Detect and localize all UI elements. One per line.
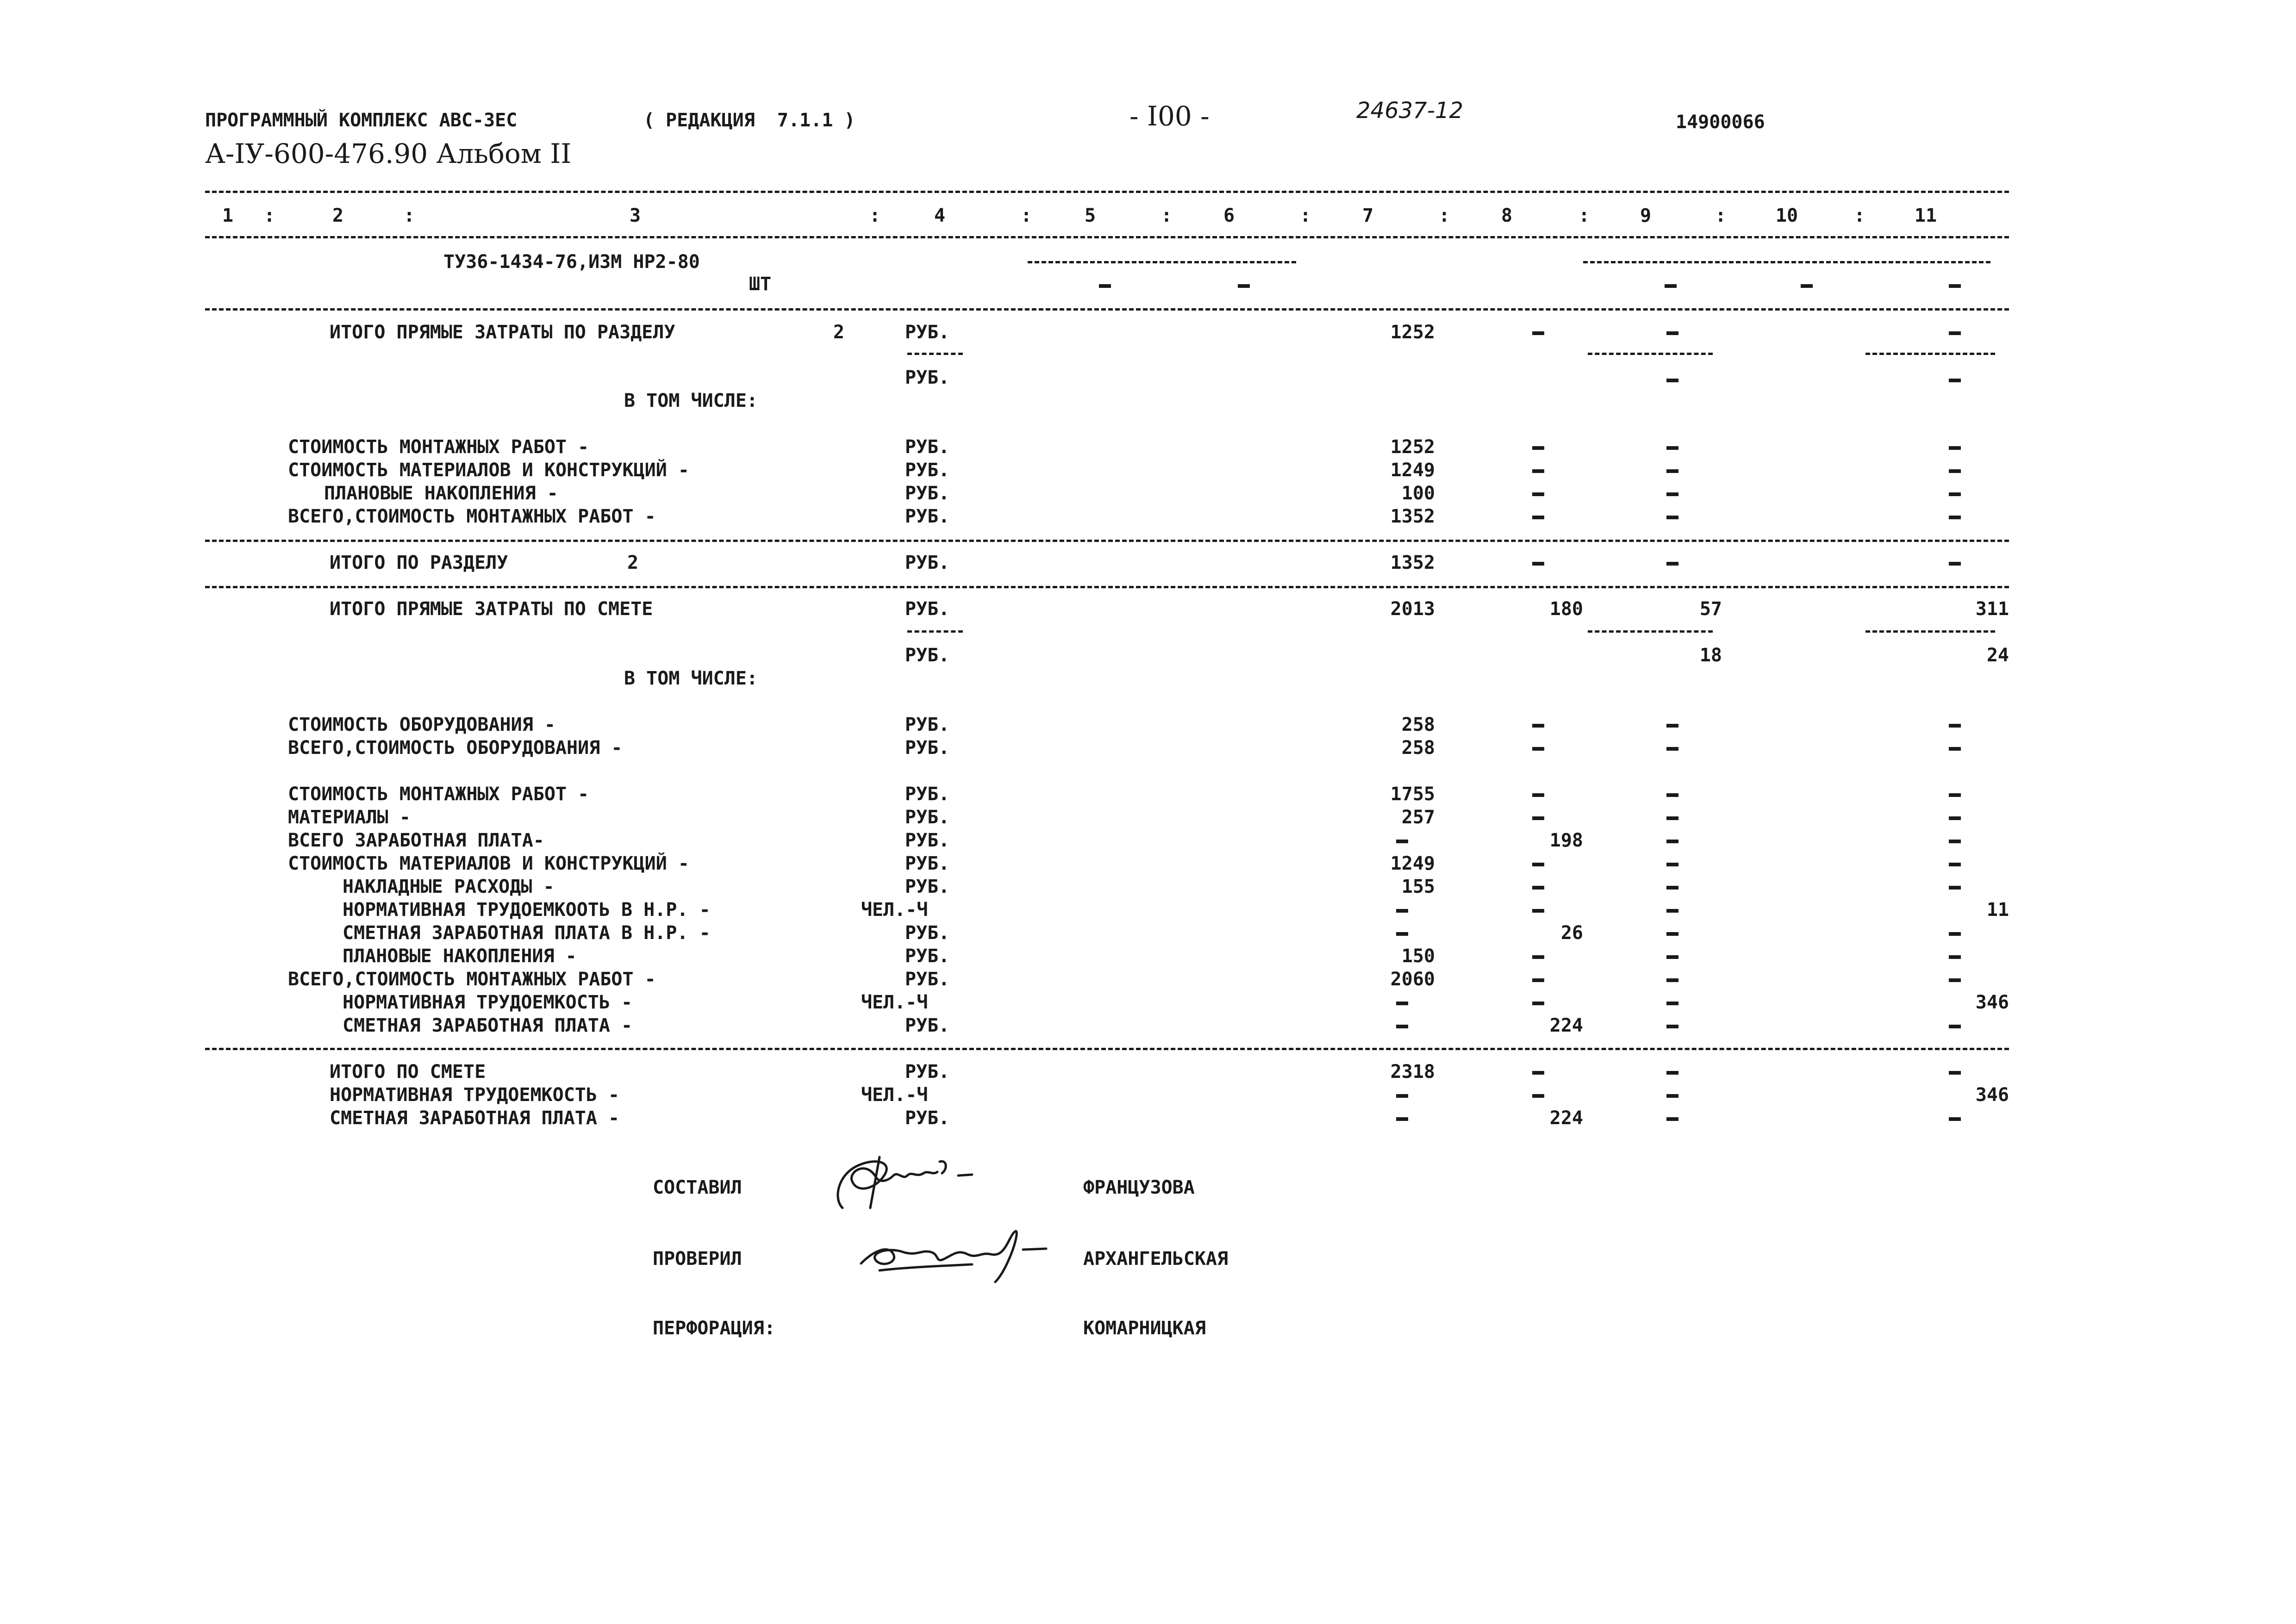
value-col7: 100 — [1401, 483, 1435, 504]
empty-value-dash — [1666, 492, 1678, 496]
row-label: ВСЕГО,СТОИМОСТЬ ОБОРУДОВАНИЯ - — [288, 737, 623, 759]
empty-value-dash — [1666, 816, 1678, 820]
perforation-name: КОМАРНИЦКАЯ — [1083, 1318, 1206, 1339]
album-title: А-IУ-600-476.90 Альбом II — [205, 138, 572, 169]
empty-value-dash — [1949, 724, 1961, 728]
row-label: НОРМАТИВНАЯ ТРУДОЕМКООТЬ В Н.Р. - — [343, 899, 711, 921]
row-unit: РУБ. — [905, 645, 950, 666]
segment-rule — [1866, 630, 1995, 633]
empty-value-dash — [1666, 379, 1678, 382]
col-separator: : — [869, 205, 881, 226]
empty-value-dash — [1396, 932, 1408, 936]
value-col11: 311 — [1975, 598, 2009, 620]
row-section-number: 2 — [833, 322, 845, 343]
empty-value-dash — [1532, 886, 1544, 890]
value-col7: 2060 — [1390, 969, 1435, 990]
row-label: СМЕТНАЯ ЗАРАБОТНАЯ ПЛАТА В Н.Р. - — [343, 922, 711, 944]
empty-value-dash — [1532, 469, 1544, 473]
signature-checked — [852, 1213, 1055, 1287]
empty-value-dash — [1949, 978, 1961, 982]
row-unit: РУБ. — [905, 483, 950, 504]
document-code: 14900066 — [1676, 112, 1765, 133]
row-label: ИТОГО ПРЯМЫЕ ЗАТРАТЫ ПО РАЗДЕЛУ — [330, 322, 675, 343]
empty-value-dash — [1532, 1094, 1544, 1098]
col-separator: : — [1578, 205, 1590, 226]
segment-rule — [1028, 261, 1296, 263]
empty-value-dash — [1666, 469, 1678, 473]
col-head-10: 10 — [1775, 205, 1798, 226]
row-unit: РУБ. — [905, 506, 950, 527]
empty-value-dash — [1532, 909, 1544, 913]
empty-value-dash — [1532, 816, 1544, 820]
empty-value-dash — [1666, 863, 1678, 866]
col-separator: : — [1439, 205, 1450, 226]
value-col7: 155 — [1401, 876, 1435, 897]
empty-value-dash — [1532, 1002, 1544, 1005]
empty-value-dash — [1532, 978, 1544, 982]
segment-rule — [907, 630, 963, 633]
edition: ( РЕДАКЦИЯ 7.1.1 ) — [643, 110, 855, 131]
empty-value-dash — [1949, 379, 1961, 382]
value-col7: 1249 — [1390, 853, 1435, 874]
empty-value-dash — [1801, 284, 1813, 288]
empty-value-dash — [1532, 1071, 1544, 1075]
row-label: ПЛАНОВЫЕ НАКОПЛЕНИЯ - — [324, 483, 558, 504]
col-head-6: 6 — [1223, 205, 1235, 226]
empty-value-dash — [1949, 331, 1961, 335]
empty-value-dash — [1666, 886, 1678, 890]
empty-value-dash — [1396, 1094, 1408, 1098]
col-head-1: 1 — [222, 205, 234, 226]
row-unit: РУБ. — [905, 367, 950, 388]
rule-top — [205, 191, 2009, 193]
empty-value-dash — [1532, 724, 1544, 728]
value-col8: 224 — [1549, 1108, 1583, 1129]
value-col9: 57 — [1699, 598, 1722, 620]
checked-label: ПРОВЕРИЛ — [653, 1248, 742, 1269]
empty-value-dash — [1666, 793, 1678, 797]
col-separator: : — [404, 205, 415, 226]
row-unit: РУБ. — [905, 830, 950, 851]
value-col11: 11 — [1986, 899, 2009, 921]
row-unit: ЧЕЛ.-Ч — [861, 992, 928, 1013]
empty-value-dash — [1666, 331, 1678, 335]
empty-value-dash — [1666, 909, 1678, 913]
row-unit: РУБ. — [905, 1061, 950, 1083]
empty-value-dash — [1532, 793, 1544, 797]
value-col7: 150 — [1401, 946, 1435, 967]
value-col8: 26 — [1560, 922, 1583, 944]
row-unit: РУБ. — [905, 1015, 950, 1036]
handwritten-number: 24637-12 — [1356, 98, 1464, 124]
row-label: НОРМАТИВНАЯ ТРУДОЕМКОСТЬ - — [330, 1084, 620, 1106]
empty-value-dash — [1532, 562, 1544, 566]
empty-value-dash — [1396, 1002, 1408, 1005]
page-number: - I00 - — [1129, 100, 1210, 132]
rule — [205, 1048, 2009, 1050]
value-col8: 180 — [1549, 598, 1583, 620]
empty-value-dash — [1949, 863, 1961, 866]
empty-value-dash — [1949, 1025, 1961, 1028]
row-unit: РУБ. — [905, 552, 950, 573]
row-label: СМЕТНАЯ ЗАРАБОТНАЯ ПЛАТА - — [330, 1108, 620, 1129]
empty-value-dash — [1396, 1117, 1408, 1121]
row-unit: ЧЕЛ.-Ч — [861, 1084, 928, 1106]
row-unit: РУБ. — [905, 436, 950, 458]
compiled-label: СОСТАВИЛ — [653, 1177, 742, 1198]
empty-value-dash — [1532, 331, 1544, 335]
perforation-label: ПЕРФОРАЦИЯ: — [653, 1318, 775, 1339]
value-col7: 1352 — [1390, 506, 1435, 527]
empty-value-dash — [1532, 492, 1544, 496]
empty-value-dash — [1949, 1071, 1961, 1075]
empty-value-dash — [1949, 469, 1961, 473]
rule — [205, 540, 2009, 542]
empty-value-dash — [1666, 446, 1678, 450]
value-col7: 1249 — [1390, 460, 1435, 481]
empty-value-dash — [1949, 284, 1961, 288]
empty-value-dash — [1949, 747, 1961, 751]
value-col7: 258 — [1401, 714, 1435, 735]
row-label: ИТОГО ПО РАЗДЕЛУ — [330, 552, 508, 573]
value-col11: 24 — [1986, 645, 2009, 666]
value-col11: 346 — [1975, 1084, 2009, 1106]
empty-value-dash — [1949, 816, 1961, 820]
empty-value-dash — [1666, 1025, 1678, 1028]
signature-compiled — [824, 1148, 991, 1217]
empty-value-dash — [1949, 840, 1961, 843]
empty-value-dash — [1532, 516, 1544, 519]
col-head-8: 8 — [1501, 205, 1513, 226]
row-unit: РУБ. — [905, 807, 950, 828]
value-col7: 1352 — [1390, 552, 1435, 573]
segment-rule — [907, 353, 963, 355]
empty-value-dash — [1666, 978, 1678, 982]
row-section-number: 2 — [627, 552, 639, 573]
row-unit: РУБ. — [905, 460, 950, 481]
empty-value-dash — [1665, 284, 1677, 288]
row-unit: РУБ. — [905, 1108, 950, 1129]
row-label: ПЛАНОВЫЕ НАКОПЛЕНИЯ - — [343, 946, 577, 967]
empty-value-dash — [1666, 955, 1678, 959]
segment-rule — [1588, 630, 1713, 633]
row-label: СМЕТНАЯ ЗАРАБОТНАЯ ПЛАТА - — [343, 1015, 633, 1036]
rule-header-bottom — [205, 236, 2009, 238]
empty-value-dash — [1238, 284, 1250, 288]
rule — [205, 586, 2009, 588]
empty-value-dash — [1532, 955, 1544, 959]
value-col7: 1755 — [1390, 784, 1435, 805]
value-col7: 1252 — [1390, 322, 1435, 343]
row-unit: РУБ. — [905, 922, 950, 944]
row-unit: РУБ. — [905, 737, 950, 759]
empty-value-dash — [1666, 562, 1678, 566]
row-unit: РУБ. — [905, 322, 950, 343]
sht-label: ШТ — [749, 274, 772, 295]
row-label: ИТОГО ПРЯМЫЕ ЗАТРАТЫ ПО СМЕТЕ — [330, 598, 653, 620]
empty-value-dash — [1666, 1002, 1678, 1005]
row-label: СТОИМОСТЬ ОБОРУДОВАНИЯ - — [288, 714, 555, 735]
empty-value-dash — [1949, 516, 1961, 519]
empty-value-dash — [1666, 840, 1678, 843]
row-unit: РУБ. — [905, 946, 950, 967]
empty-value-dash — [1949, 446, 1961, 450]
value-col7: 257 — [1401, 807, 1435, 828]
segment-rule — [1583, 261, 1990, 263]
col-head-11: 11 — [1914, 205, 1937, 226]
empty-value-dash — [1532, 747, 1544, 751]
including-label: В ТОМ ЧИСЛЕ: — [624, 668, 758, 689]
empty-value-dash — [1666, 516, 1678, 519]
tu-label: ТУ36-1434-76,ИЗМ НР2-80 — [443, 251, 700, 273]
row-unit: РУБ. — [905, 969, 950, 990]
row-label: ВСЕГО,СТОИМОСТЬ МОНТАЖНЫХ РАБОТ - — [288, 969, 656, 990]
col-separator: : — [1021, 205, 1032, 226]
row-unit: РУБ. — [905, 853, 950, 874]
empty-value-dash — [1949, 1117, 1961, 1121]
empty-value-dash — [1396, 840, 1408, 843]
empty-value-dash — [1949, 562, 1961, 566]
row-unit: РУБ. — [905, 598, 950, 620]
col-head-4: 4 — [934, 205, 946, 226]
row-label: СТОИМОСТЬ МАТЕРИАЛОВ И КОНСТРУКЦИЙ - — [288, 460, 689, 481]
segment-rule — [1588, 353, 1713, 355]
value-col7: 2318 — [1390, 1061, 1435, 1083]
empty-value-dash — [1099, 284, 1111, 288]
empty-value-dash — [1666, 747, 1678, 751]
row-unit: РУБ. — [905, 714, 950, 735]
empty-value-dash — [1949, 886, 1961, 890]
including-label: В ТОМ ЧИСЛЕ: — [624, 390, 758, 411]
col-head-2: 2 — [332, 205, 344, 226]
col-separator: : — [1161, 205, 1173, 226]
value-col9: 18 — [1699, 645, 1722, 666]
value-col7: 1252 — [1390, 436, 1435, 458]
empty-value-dash — [1666, 724, 1678, 728]
empty-value-dash — [1666, 1071, 1678, 1075]
col-separator: : — [1715, 205, 1727, 226]
rule — [205, 308, 2009, 311]
row-label: МАТЕРИАЛЫ - — [288, 807, 411, 828]
row-label: ВСЕГО ЗАРАБОТНАЯ ПЛАТА- — [288, 830, 544, 851]
compiled-name: ФРАНЦУЗОВА — [1083, 1177, 1195, 1198]
empty-value-dash — [1949, 932, 1961, 936]
row-label: СТОИМОСТЬ МОНТАЖНЫХ РАБОТ - — [288, 436, 589, 458]
col-head-9: 9 — [1640, 205, 1652, 226]
row-unit: РУБ. — [905, 784, 950, 805]
value-col7: 258 — [1401, 737, 1435, 759]
checked-name: АРХАНГЕЛЬСКАЯ — [1083, 1248, 1229, 1269]
row-label: ВСЕГО,СТОИМОСТЬ МОНТАЖНЫХ РАБОТ - — [288, 506, 656, 527]
row-label: СТОИМОСТЬ МАТЕРИАЛОВ И КОНСТРУКЦИЙ - — [288, 853, 689, 874]
empty-value-dash — [1949, 955, 1961, 959]
col-head-5: 5 — [1084, 205, 1096, 226]
value-col7: 2013 — [1390, 598, 1435, 620]
value-col8: 198 — [1549, 830, 1583, 851]
col-separator: : — [264, 205, 275, 226]
col-separator: : — [1854, 205, 1866, 226]
empty-value-dash — [1666, 932, 1678, 936]
empty-value-dash — [1396, 909, 1408, 913]
empty-value-dash — [1949, 793, 1961, 797]
program-name: ПРОГРАММНЫЙ КОМПЛЕКС АВС-3ЕС — [205, 110, 518, 131]
empty-value-dash — [1396, 1025, 1408, 1028]
row-label: НАКЛАДНЫЕ РАСХОДЫ - — [343, 876, 555, 897]
col-head-3: 3 — [629, 205, 641, 226]
row-label: НОРМАТИВНАЯ ТРУДОЕМКОСТЬ - — [343, 992, 633, 1013]
row-unit: РУБ. — [905, 876, 950, 897]
row-label: ИТОГО ПО СМЕТЕ — [330, 1061, 486, 1083]
empty-value-dash — [1532, 863, 1544, 866]
value-col11: 346 — [1975, 992, 2009, 1013]
value-col8: 224 — [1549, 1015, 1583, 1036]
empty-value-dash — [1532, 446, 1544, 450]
col-head-7: 7 — [1362, 205, 1374, 226]
row-label: СТОИМОСТЬ МОНТАЖНЫХ РАБОТ - — [288, 784, 589, 805]
empty-value-dash — [1666, 1117, 1678, 1121]
col-separator: : — [1300, 205, 1311, 226]
row-unit: ЧЕЛ.-Ч — [861, 899, 928, 921]
empty-value-dash — [1949, 492, 1961, 496]
empty-value-dash — [1666, 1094, 1678, 1098]
segment-rule — [1866, 353, 1995, 355]
